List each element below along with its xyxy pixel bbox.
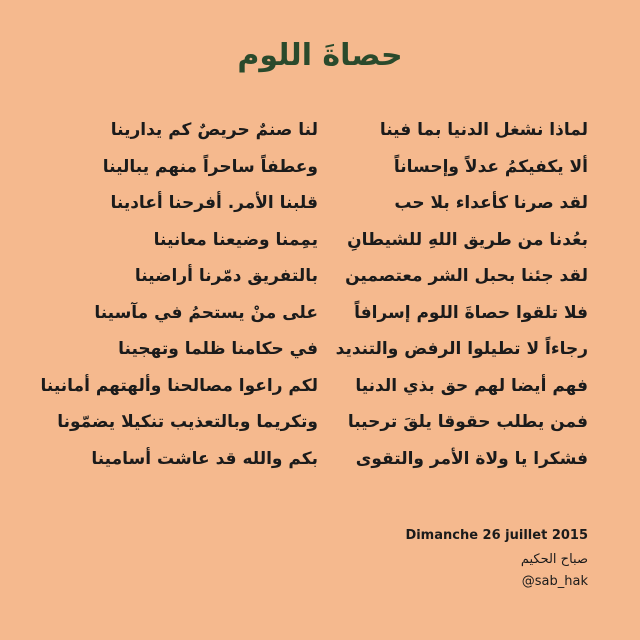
verse-left-6: على منْ يستحمُ في مآسينا [94,302,318,323]
verse-right-6: فلا تلقوا حصاةَ اللوم إسرافاً [354,302,588,323]
verse-left-7: في حكامنا ظلما وتهجينا [118,339,318,359]
poem-left-column [40,116,318,481]
poem-right-column [335,116,588,481]
verse-right-8: فهم أيضا لهم حق بذي الدنيا [355,375,588,396]
verse-left-4: يمِمنا وضيعنا معانينا [153,229,318,250]
verse-left-9: وتكريما وبالتعذيب تنكيلا يضمّونا [57,412,318,432]
poem-title: حصاةَ اللوم [237,38,403,73]
verse-right-9: فمن يطلب حقوقا يلقَ ترحيبا [347,412,588,432]
verse-left-3: قلبنا الأمر. أفرحنا أعادينا [110,193,318,213]
verse-right-1: لماذا نشغل الدنيا بما فينا [379,120,588,140]
verse-left-5: بالتفريق دمّرنا أراضينا [134,266,318,286]
footer-date: Dimanche 26 juillet 2015 [405,528,588,543]
footer-author: صباح الحكيم [520,552,588,567]
footer-handle: @sab_hak [521,574,588,589]
verse-right-7: رجاءاً لا تطيلوا الرفض والتنديد [335,339,588,359]
verse-right-3: لقد صرنا كأعداء بلا حب [394,193,588,213]
verse-left-8: لكم راعوا مصالحنا وألهتهم أمانينا [40,375,318,396]
verse-right-5: لقد جئنا بحبل الشر معتصمين [345,266,588,286]
verse-left-2: وعطفاً ساحراً منهم يبالينا [102,156,318,177]
verse-right-10: فشكرا يا ولاة الأمر والتقوى [355,448,588,469]
verse-left-1: لنا صنمٌ حريصٌ كم يدارينا [110,120,318,140]
verse-right-2: ألا يكفيكمُ عدلاً وإحساناً [393,156,588,177]
verse-right-4: بعُدنا من طريق اللهِ للشيطانِ [347,229,588,250]
verse-left-10: بكم والله قد عاشت أسامينا [91,448,318,469]
